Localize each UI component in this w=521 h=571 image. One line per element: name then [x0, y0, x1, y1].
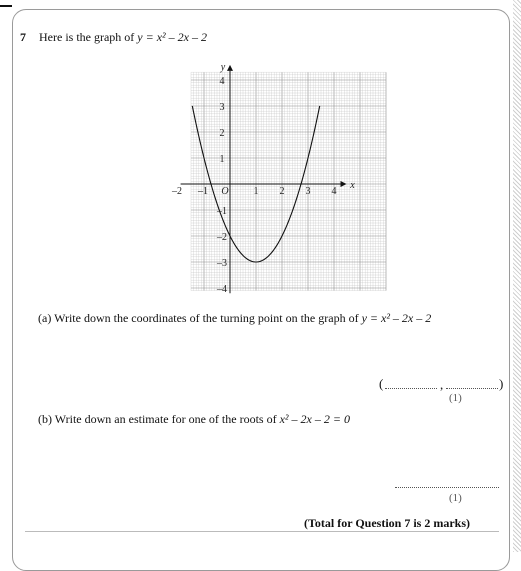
y-tick-label: 1 [219, 154, 225, 165]
y-axis-arrow [227, 65, 233, 71]
part-a-question [38, 311, 431, 326]
part-b-question [38, 412, 350, 427]
y-tick-label: 3 [219, 102, 225, 113]
part-a-marks: (1) [449, 392, 462, 404]
x-axis-label: x [350, 180, 355, 191]
x-tick-label: 1 [253, 186, 259, 197]
y-tick-label: –3 [217, 258, 227, 269]
y-tick-label: 2 [219, 128, 225, 139]
part-b-label: (b) [38, 412, 52, 426]
y-tick-label: –1 [217, 206, 227, 217]
question-text [39, 30, 207, 45]
question-number: 7 [20, 30, 26, 44]
part-b-text: Write down an estimate for one of the roots of [54, 412, 277, 426]
y-axis-label: y [220, 61, 226, 73]
margin-hatching [513, 0, 521, 552]
part-b-equation: x² – 2x – 2 = 0 [279, 412, 350, 426]
x-tick-label: 3 [305, 186, 311, 197]
page-edge-mark [0, 5, 12, 7]
part-a-answer-x[interactable] [385, 388, 437, 389]
question-intro: Here is the graph of [39, 30, 135, 44]
x-axis-arrow [341, 181, 347, 187]
origin-label: O [221, 186, 229, 197]
x-tick-label: 2 [279, 186, 285, 197]
y-tick-label: 4 [219, 76, 225, 87]
question-equation: y = x² – 2x – 2 [137, 30, 207, 44]
part-b-answer-line[interactable] [395, 487, 499, 488]
question-total: (Total for Question 7 is 2 marks) [304, 516, 471, 530]
part-a-comma: , [440, 377, 444, 392]
y-tick-label: –4 [217, 284, 227, 295]
part-a-answer-y[interactable] [446, 388, 498, 389]
part-a-equation: y = x² – 2x – 2 [361, 311, 432, 325]
parabola-graph [172, 56, 355, 296]
bottom-rule [25, 531, 499, 532]
x-tick-label: –1 [198, 186, 208, 197]
part-a-label: (a) [38, 311, 52, 325]
graph-axes [181, 65, 347, 293]
x-tick-label: 4 [331, 186, 337, 197]
y-tick-label: –2 [217, 232, 227, 243]
x-tick-label: –2 [172, 186, 182, 197]
part-a-close-bracket: ) [499, 376, 504, 391]
part-a-text: Write down the coordinates of the turning point on the graph of [54, 311, 359, 325]
part-a-open-bracket: ( [379, 376, 384, 391]
part-b-marks: (1) [449, 492, 462, 504]
